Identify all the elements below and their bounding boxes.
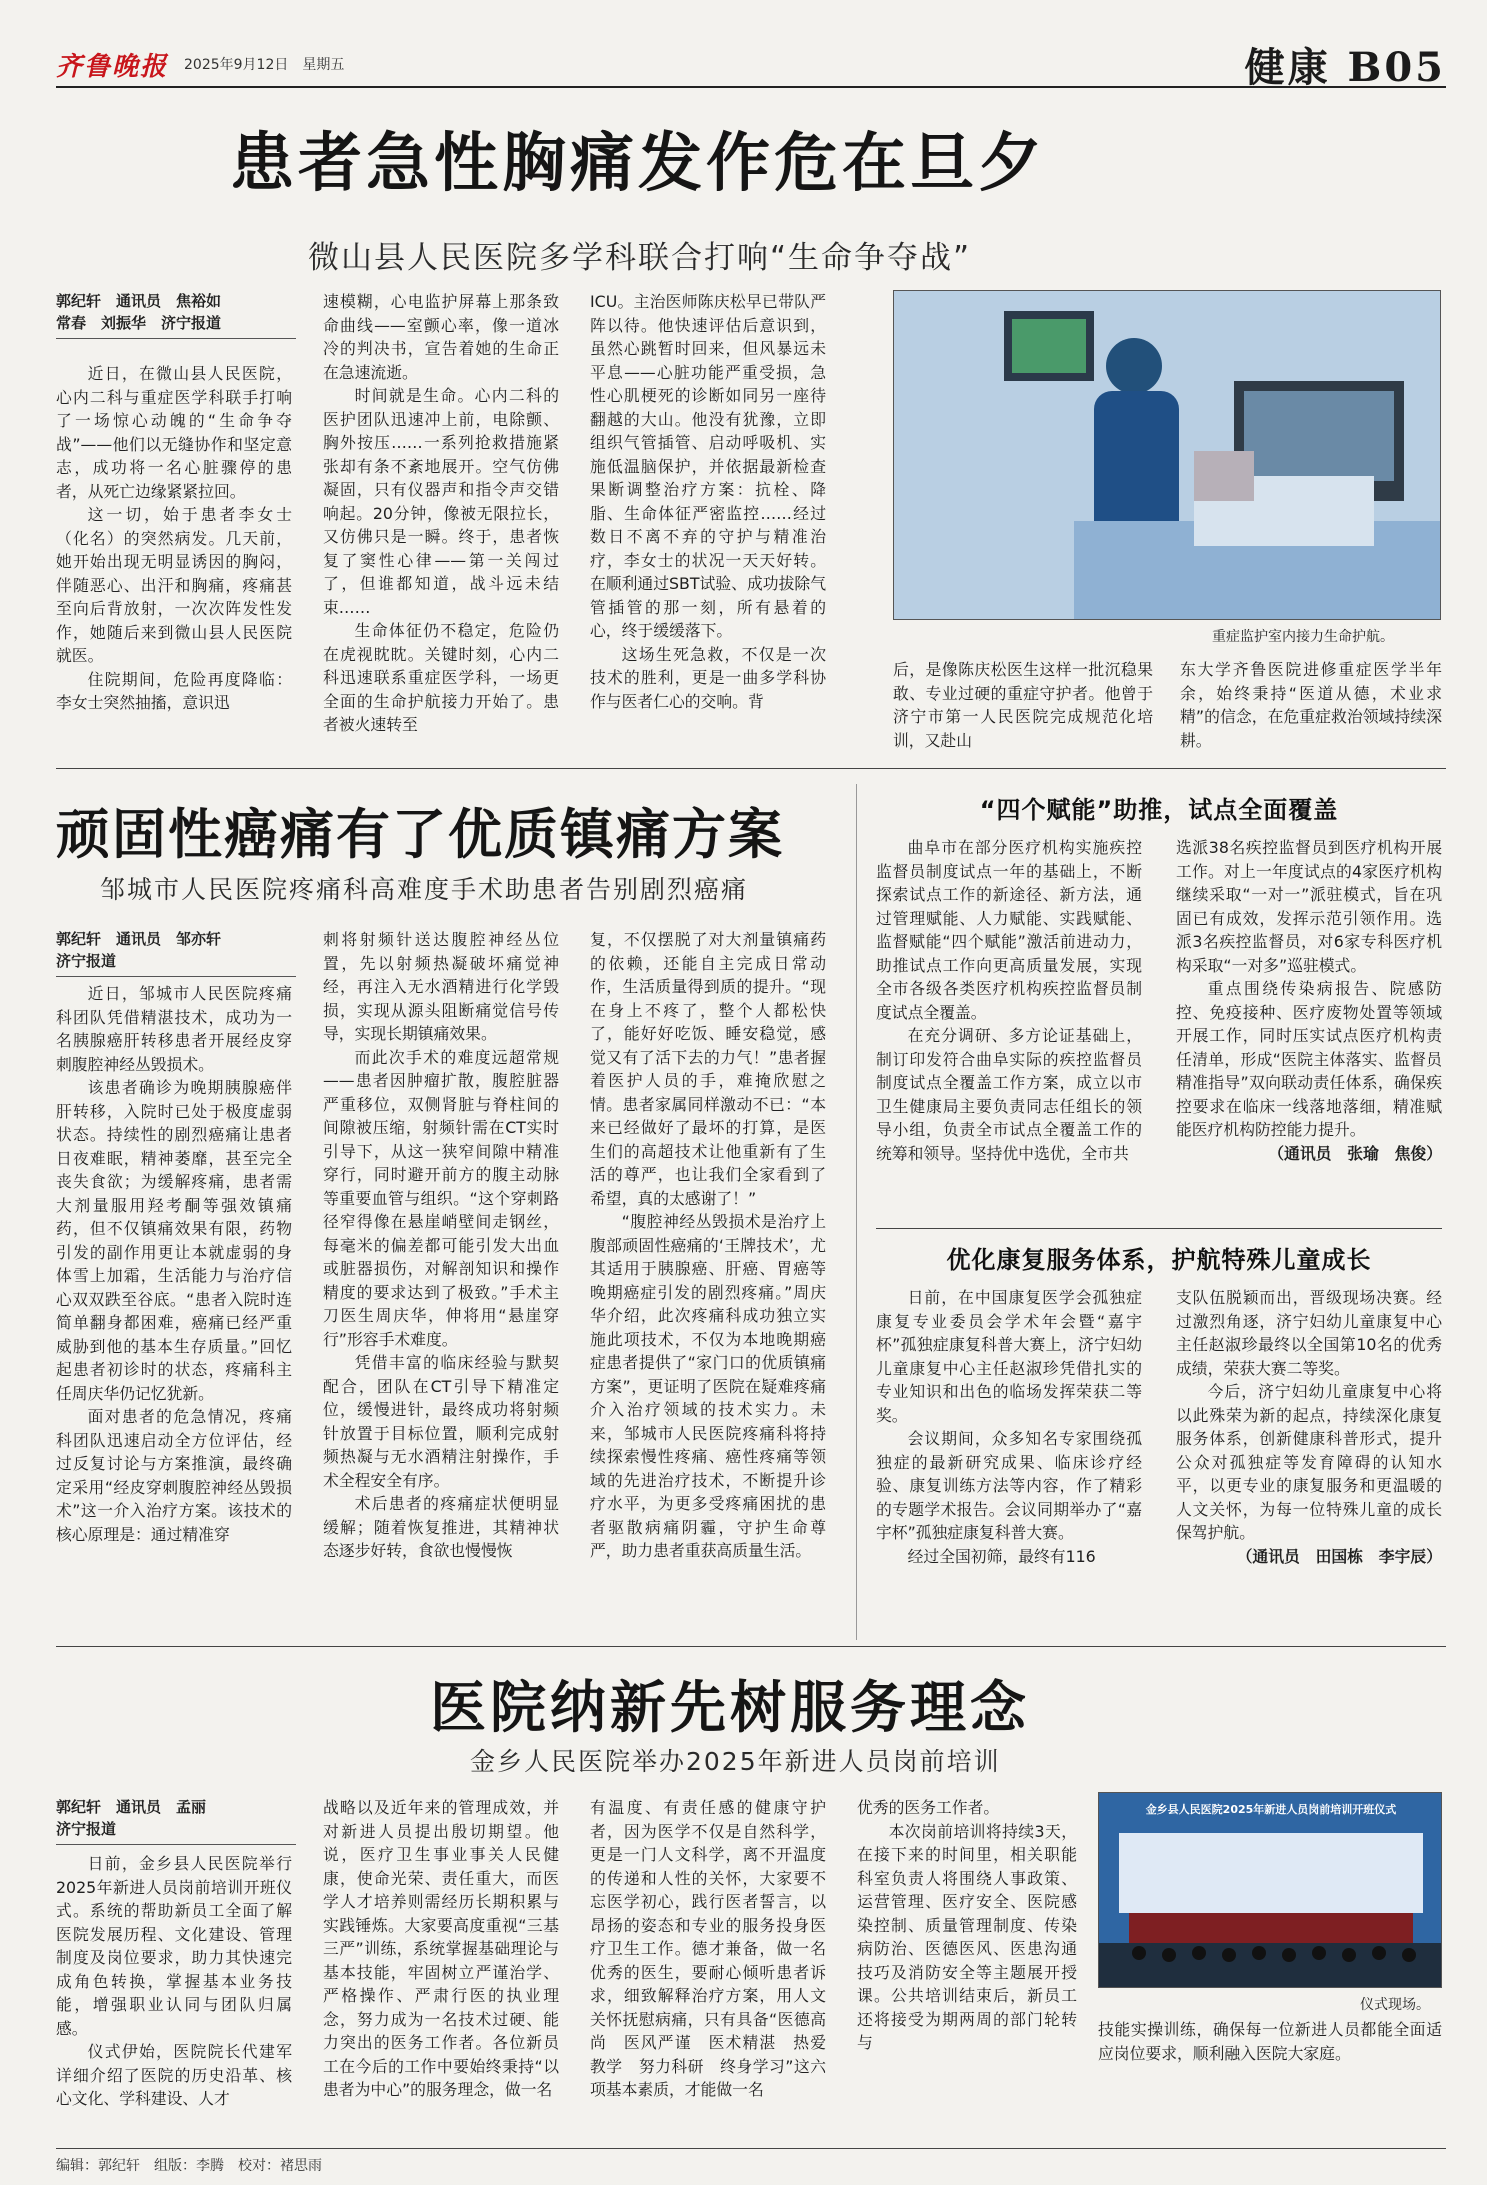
paragraph: 住院期间，危险再度降临：李女士突然抽搐，意识迅 [56, 669, 292, 712]
article3-column-4 [857, 1796, 1077, 2142]
paragraph: 面对患者的危急情况，疼痛科团队迅速启动全方位评估，经过反复讨论与方案推演，最终确定采用“经皮穿刺腹腔神经丛毁损术”这一介入治疗方案。该技术的核心原理是：通过精准穿 [56, 1407, 292, 1544]
photo-caption: 重症监护室内接力生命护航。 [1212, 629, 1394, 645]
box2-title: 优化康复服务体系，护航特殊儿童成长 [946, 1246, 1372, 1274]
paragraph: 近日，邹城市人民医院疼痛科团队凭借精湛技术，成功为一名胰腺癌肝转移患者开展经皮穿刺腹腔神经丛毁损术。 [56, 984, 292, 1074]
paragraph: 东大学齐鲁医院进修重症医学半年余，始终秉持“医道从德，术业求精”的信念，在危重症救治领域持续深耕。 [1180, 660, 1442, 750]
paragraph: 仪式伊始，医院院长代建军详细介绍了医院的历史沿革、核心文化、学科建设、人才 [56, 2042, 292, 2108]
section-label: 健康 B05 [1244, 44, 1446, 91]
paragraph: 曲阜市在部分医疗机构实施疾控监督员制度试点一年的基础上，不断探索试点工作的新途径、新方法，通过管理赋能、人力赋能、实践赋能、监督赋能“四个赋能”激活前进动力，助推试点工作向更高质量发展，实现全市各级各类医疗机构疾控监督员制度试点全覆盖。 [876, 838, 1142, 1022]
paragraph: 日前，金乡县人民医院举行2025年新进人员岗前培训开班仪式。系统的帮助新员工全面了解医院发展历程、文化建设、管理制度及岗位要求，助力其快速完成角色转换，掌握基本业务技能，增强职业认同与团队归属感。 [56, 1854, 292, 2038]
article1-column-2 [323, 290, 559, 758]
paragraph: 这场生死急救，不仅是一次技术的胜利，更是一曲多学科协作与医者仁心的交响。背 [590, 644, 826, 711]
byline-line: 济宁报道 [56, 1820, 117, 1838]
paragraph: 后，是像陈庆松医生这样一批沉稳果敢、专业过硬的重症守护者。他曾于济宁市第一人民医院完成规范化培训，又赴山 [893, 660, 1153, 750]
paragraph: 日前，在中国康复医学会孤独症康复专业委员会学术年会暨“嘉宇杯”孤独症康复科普大赛上，济宁妇幼儿童康复中心主任赵淑珍凭借扎实的专业知识和出色的临场发挥荣获二等奖。 [876, 1288, 1142, 1425]
footer: 编辑：郭纪轩 组版：李腾 校对：褚思雨 [56, 2148, 1446, 2175]
paragraph: 技能实操训练，确保每一位新进人员都能全面适应岗位要求，顺利融入医院大家庭。 [1098, 2020, 1442, 2063]
paragraph: 而此次手术的难度远超常规——患者因肿瘤扩散，腹腔脏器严重移位，双侧肾脏与脊柱间的间隙被压缩，射频针需在CT实时引导下，从这一狭窄间隙中精准穿行，同时避开前方的腹主动脉等重要血管与组织。“这个穿刺路径窄得像在悬崖峭壁间走钢丝，每毫米的偏差都可能引发大出血或脏器损伤，对解剖知识和操作精度的要求达到了极致。”手术主刀医生周庆华，伸将用“悬崖穿行”形容手术难度。 [323, 1047, 559, 1349]
article2-byline [56, 928, 296, 977]
paragraph: 复，不仅摆脱了对大剂量镇痛药的依赖，还能自主完成日常动作，生活质量得到质的提升。“现在身上不疼了，整个人都松快了，能好好吃饭、睡安稳觉，感觉又有了活下去的力气！”患者握着医护人员的手，难掩欣慰之情。患者家属同样激动不已：“本来已经做好了最坏的打算，是医生们的高超技术让他重新有了生活的尊严，也让我们全家看到了希望，真的太感谢了！” [590, 930, 826, 1208]
article2-column-3 [590, 928, 826, 1634]
paragraph: ICU。主治医师陈庆松早已带队严阵以待。他快速评估后意识到，虽然心跳暂时回来，但风暴远未平息——心脏功能严重受损，急性心肌梗死的诊断如同另一座待翻越的大山。他没有犹豫，立即组织气管插管、启动呼吸机、实施低温脑保护，并依据最新检查果断调整治疗方案：抗栓、降脂、生命体征严密监控……经过数日不离不弃的守护与精准治疗，李女士的状况一天天好转。在顺利通过SBT试验、成功拔除气管插管的那一刻，所有悬着的心，终于缓缓落下。 [590, 292, 826, 640]
byline-line: 郭纪轩 通讯员 孟丽 [56, 1798, 207, 1816]
masthead [56, 40, 1446, 91]
byline-line: 济宁报道 [56, 952, 117, 970]
paragraph: 有温度、有责任感的健康守护者，因为医学不仅是自然科学，更是一门人文科学，离不开温度的传递和人性的关怀，大家要不忘医学初心，践行医者誓言，以昂扬的姿态和专业的服务投身医疗卫生工作。德才兼备，做一名优秀的医生，要耐心倾听患者诉求，细致解释治疗方案，用人文关怀抚慰病痛，只有具备“医德高尚 医风严谨 医术精湛 热爱教学 努力科研 终身学习”这六项基本素质，才能做一名 [590, 1798, 826, 2099]
article3-column-5 [1098, 2018, 1442, 2142]
paragraph: 本次岗前培训将持续3天，在接下来的时间里，相关职能科室负责人将围绕人事政策、运营管理、医疗安全、医院感染控制、质量管理制度、传染病防治、医德医风、医患沟通技巧及消防安全等主题展开授课。公共培训结束后，新员工还将接受为期两周的部门轮转与 [857, 1821, 1077, 2052]
issue-date [184, 54, 344, 74]
paragraph: 经过全国初筛，最终有116 [907, 1546, 1096, 1566]
training-photo [1098, 1792, 1442, 1988]
box1-column-2 [1176, 836, 1442, 1226]
weekday-text: 星期五 [302, 57, 345, 73]
credit: （通讯员 田国栋 李宇辰） [1236, 1546, 1442, 1566]
paragraph: 时间就是生命。心内二科的医护团队迅速冲上前，电除颤、胸外按压……一系列抢救措施紧张却有条不紊地展开。空气仿佛凝固，只有仪器声和指令声交错响起。20分钟，像被无限拉长，又仿佛只是一瞬。终于，患者恢复了窦性心律——第一关闯过了，但谁都知道，战斗远未结束…… [323, 386, 559, 617]
article1-column-1 [56, 362, 292, 758]
paragraph: 会议期间，众多知名专家围绕孤独症的最新研究成果、临床诊疗经验、康复训练方法等内容，作了精彩的专题学术报告。会议同期举办了“嘉宇杯”孤独症康复科普大赛。 [876, 1429, 1142, 1542]
article1-column-3 [590, 290, 826, 758]
box2-column-2 [1176, 1286, 1442, 1638]
column-rule [856, 784, 857, 1640]
paragraph: 近日，在微山县人民医院，心内二科与重症医学科联手打响了一场惊心动魄的“生命争夺战”——他们以无缝协作和坚定意志，成功将一名心脏骤停的患者，从死亡边缘紧紧拉回。 [56, 364, 292, 501]
paragraph: 支队伍脱颖而出，晋级现场决赛。经过激烈角逐，济宁妇幼儿童康复中心主任赵淑珍最终以全国第10名的优秀成绩，荣获大赛二等奖。 [1176, 1288, 1442, 1378]
paragraph: 刺将射频针送达腹腔神经丛位置，先以射频热凝破坏痛觉神经，再注入无水酒精进行化学毁损，实现从源头阻断痛觉信号传导，实现长期镇痛效果。 [323, 930, 559, 1043]
article1-column-4 [893, 658, 1153, 758]
article2-column-2 [323, 928, 559, 1634]
newspaper-logo: 齐鲁晚报 [56, 52, 169, 82]
paragraph: 战略以及近年来的管理成效，并对新进人员提出殷切期望。他说，医疗卫生事业事关人民健康，使命光荣、责任重大，而医学人才培养则需经历长期积累与实践锤炼。大家要高度重视“三基三严”训练，系统掌握基础理论与基本技能，牢固树立严谨治学、严格操作、严肃行医的执业理念，努力成为一名技术过硬、能力突出的医务工作者。各位新员工在今后的工作中要始终秉持“以患者为中心”的服务理念，做一名 [323, 1798, 559, 2099]
article2-title: 顽固性癌痛有了优质镇痛方案 [56, 802, 784, 866]
article2-subtitle: 邹城市人民医院疼痛科高难度手术助患者告别剧烈癌痛 [100, 875, 749, 904]
photo-caption: 仪式现场。 [1360, 1997, 1430, 2013]
article3-subtitle: 金乡人民医院举办2025年新进人员岗前培训 [470, 1747, 1001, 1776]
date-text: 2025年9月12日 [184, 57, 289, 73]
paragraph: 优秀的医务工作者。 [857, 1798, 1000, 1817]
paragraph: 在充分调研、多方论证基础上，制订印发符合曲阜实际的疾控监督员制度试点全覆盖工作方案，成立以市卫生健康局主要负责同志任组长的领导小组，负责全市试点全覆盖工作的统筹和领导。坚持优中选优，全市共 [876, 1026, 1142, 1163]
paragraph: 重点围绕传染病报告、院感防控、免疫接种、医疗废物处置等领域开展工作，同时压实试点医疗机构责任清单，形成“医院主体落实、监督员精准指导”双向联动责任体系，确保疾控要求在临床一线落地落细，精准赋能医疗机构防控能力提升。 [1176, 979, 1442, 1139]
photo-banner-text: 金乡县人民医院2025年新进人员岗前培训开班仪式 [1145, 1803, 1397, 1816]
ceremony-scene-illustration [1099, 1793, 1442, 1988]
article1-byline [56, 290, 296, 339]
paragraph: 选派38名疾控监督员到医疗机构开展工作。对上一年度试点的4家医疗机构继续采取“一对一”派驻模式，旨在巩固已有成效，发挥示范引领作用。选派3名疾控监督员，对6家专科医疗机构采取“一对多”巡驻模式。 [1176, 838, 1442, 975]
article3-byline [56, 1796, 296, 1845]
box1-title: “四个赋能”助推，试点全面覆盖 [979, 796, 1339, 824]
byline-line: 郭纪轩 通讯员 焦裕如 [56, 292, 222, 310]
byline-line: 常春 刘振华 济宁报道 [56, 314, 222, 332]
paragraph: 该患者确诊为晚期胰腺癌伴肝转移，入院时已处于极度虚弱状态。持续性的剧烈癌痛让患者日夜难眠，精神萎靡，甚至完全丧失食欲；为缓解疼痛，患者需大剂量服用羟考酮等强效镇痛药，但不仅镇痛效果有限，药物引发的副作用更让本就虚弱的身体雪上加霜，生活能力与治疗信心双双跌至谷底。“患者入院时连简单翻身都困难，癌痛已经严重威胁到他的基本生存质量。”回忆起患者初诊时的状态，疼痛科主任周庆华仍记忆犹新。 [56, 1078, 292, 1403]
box1-column-1 [876, 836, 1142, 1226]
article3-title: 医院纳新先树服务理念 [430, 1675, 1030, 1741]
paragraph: 术后患者的疼痛症状便明显缓解；随着恢复推进，其精神状态逐步好转，食欲也慢慢恢 [323, 1494, 559, 1560]
credit: （通讯员 张瑜 焦俊） [1268, 1143, 1442, 1163]
paragraph: 今后，济宁妇幼儿童康复中心将以此殊荣为新的起点，持续深化康复服务体系，创新健康科普形式，提升公众对孤独症等发育障碍的认知水平，以更专业的康复服务和更温暖的人文关怀，为每一位特殊儿童的成长保驾护航。 [1176, 1382, 1442, 1542]
article3-column-2 [323, 1796, 559, 2142]
article1-title: 患者急性胸痛发作危在旦夕 [230, 126, 1046, 201]
box2-column-1 [876, 1286, 1142, 1638]
paragraph: 速模糊，心电监护屏幕上那条致命曲线——室颤心率，像一道冰冷的判决书，宣告着她的生命正在急速流逝。 [323, 292, 559, 382]
paragraph: “腹腔神经丛毁损术是治疗上腹部顽固性癌痛的‘王牌技术’，尤其适用于胰腺癌、肝癌、胃癌等晚期癌症引发的剧烈疼痛。”周庆华介绍，此次疼痛科成功独立实施此项技术，不仅为本地晚期癌症患者提供了“家门口的优质镇痛方案”，更证明了医院在疑难疼痛介入治疗领域的技术实力。未来，邹城市人民医院疼痛科将持续探索慢性疼痛、癌性疼痛等领域的先进治疗技术，不断提升诊疗水平，为更多受疼痛困扰的患者驱散病痛阴霾，守护生命尊严，助力患者重获高质量生活。 [590, 1212, 826, 1560]
icu-photo [893, 290, 1441, 620]
article3-column-3 [590, 1796, 826, 2142]
article3-column-1 [56, 1852, 292, 2142]
article2-column-1 [56, 982, 292, 1634]
paragraph: 生命体征仍不稳定，危险仍在虎视眈眈。关键时刻，心内二科迅速联系重症医学科，一场更全面的生命护航接力开始了。患者被火速转至 [323, 621, 559, 734]
article1-subtitle: 微山县人民医院多学科联合打响“生命争夺战” [308, 240, 972, 276]
icu-scene-illustration [894, 291, 1441, 620]
paragraph: 这一切，始于患者李女士（化名）的突然病发。几天前，她开始出现无明显诱因的胸闷，伴随恶心、出汗和胸痛，疼痛甚至向后背放射，一次次阵发性发作，她随后来到微山县人民医院就医。 [56, 505, 292, 665]
byline-line: 郭纪轩 通讯员 邹亦轩 [56, 930, 222, 948]
article1-column-5 [1180, 658, 1442, 758]
paragraph: 凭借丰富的临床经验与默契配合，团队在CT引导下精准定位，缓慢进针，最终成功将射频针放置于目标位置，顺利完成射频热凝与无水酒精注射操作，手术全程安全有序。 [323, 1353, 559, 1490]
divider [56, 1646, 1446, 1647]
divider [56, 768, 1446, 769]
divider [876, 1228, 1442, 1229]
